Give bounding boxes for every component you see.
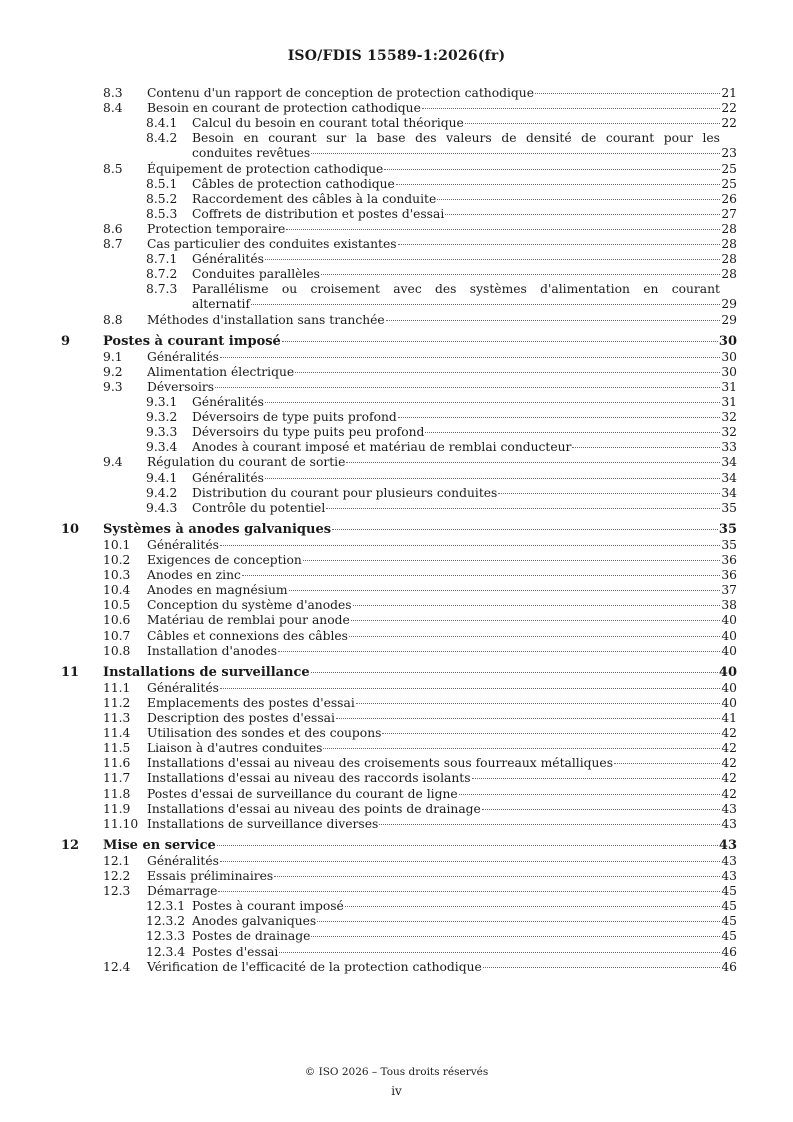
toc-entry-number: 12.4 (103, 959, 131, 974)
toc-entry-page: 40 (721, 613, 737, 628)
toc-entry-page: 45 (721, 914, 737, 929)
toc-entry-title: Anodes en zinc (147, 568, 241, 583)
toc-entry-title: Alimentation électrique (147, 364, 295, 379)
leader-dots (289, 590, 721, 591)
toc-entry-page: 42 (721, 741, 737, 756)
toc-entry[interactable] (103, 237, 737, 252)
toc-entry-title: Exigences de conception (147, 553, 302, 567)
toc-entry-page: 43 (718, 837, 737, 853)
leader-dots (398, 417, 721, 418)
toc-entry-page: 42 (721, 726, 737, 741)
leader-dots (422, 108, 720, 109)
leader-dots (215, 387, 720, 388)
leader-dots (356, 703, 721, 704)
toc-entry-page: 28 (721, 237, 737, 251)
toc-entry[interactable] (103, 86, 737, 101)
toc-entry-page: 43 (721, 853, 737, 868)
toc-entry-page: 35 (721, 500, 737, 515)
toc-entry-title: Généralités (147, 680, 219, 695)
leader-dots (483, 967, 721, 968)
toc-entry[interactable] (146, 395, 737, 410)
toc-entry-title: Contrôle du potentiel (192, 500, 326, 515)
toc-entry[interactable] (146, 425, 737, 440)
toc-entry-page: 34 (721, 485, 737, 500)
leader-dots (220, 357, 720, 358)
leader-dots (265, 259, 720, 260)
toc-entry-number: 11.6 (103, 756, 131, 771)
toc-entry-number: 8.5 (103, 161, 123, 176)
toc-entry-title: Conception du système d'anodes (147, 598, 352, 613)
toc-entry[interactable] (146, 252, 737, 267)
leader-dots (323, 748, 720, 749)
copyright-notice: © ISO 2026 – Tous droits réservés (304, 1066, 489, 1078)
toc-entry-number: 11.3 (103, 711, 131, 725)
toc-entry[interactable] (103, 741, 737, 756)
toc-entry[interactable] (103, 711, 737, 726)
toc-entry-number: 12.3.3 (146, 929, 186, 944)
toc-entry[interactable] (103, 613, 737, 628)
toc-entry-number: 11 (61, 664, 80, 680)
toc-entry[interactable] (146, 929, 737, 944)
leader-dots (265, 478, 720, 479)
toc-entry[interactable] (146, 131, 737, 161)
toc-entry[interactable] (103, 696, 737, 711)
toc-entry-number: 8.5.1 (146, 176, 178, 191)
leader-dots (274, 876, 720, 877)
toc-entry-title: Câbles de protection cathodique (192, 176, 395, 191)
toc-entry-page: 40 (721, 643, 737, 658)
toc-entry-number: 11.1 (103, 680, 131, 695)
toc-entry-title: Généralités (147, 537, 219, 552)
toc-entry[interactable] (103, 629, 737, 644)
toc-entry-page: 37 (721, 583, 737, 598)
toc-entry-page: 34 (721, 455, 737, 470)
toc-entry-number: 11.4 (103, 726, 131, 741)
toc-entry-page: 42 (721, 786, 737, 801)
toc-entry[interactable] (103, 960, 737, 975)
leader-dots (346, 462, 720, 463)
leader-dots (220, 861, 720, 862)
toc-entry-page: 40 (721, 680, 737, 695)
toc-entry-number: 8.7.3 (146, 282, 178, 297)
toc-entry-page: 34 (721, 470, 737, 485)
leader-dots (220, 545, 720, 546)
toc-entry-title: Cas particulier des conduites existantes (147, 237, 397, 251)
toc-entry-title: Conduites parallèles (192, 267, 320, 282)
toc-entry-title: Coffrets de distribution et postes d'essai (192, 206, 445, 221)
toc-entry-title: Liaison à d'autres conduites (147, 741, 323, 756)
toc-entry-number: 8.4.1 (146, 116, 178, 131)
toc-entry[interactable] (103, 681, 737, 696)
toc-entry-page: 45 (721, 929, 737, 944)
leader-dots (282, 341, 718, 342)
toc-entry-title: Description des postes d'essai (147, 711, 335, 725)
toc-entry-title: Vérification de l'efficacité de la protection cathodique (147, 959, 482, 974)
toc-entry-page: 35 (718, 521, 737, 537)
toc-entry-number: 8.3 (103, 86, 123, 100)
toc-entry[interactable] (146, 192, 737, 207)
toc-entry[interactable] (103, 568, 737, 583)
toc-entry[interactable] (61, 839, 737, 854)
toc-entry-page: 35 (721, 537, 737, 552)
leader-dots (326, 508, 720, 509)
toc-entry[interactable] (146, 501, 737, 516)
leader-dots (321, 274, 720, 275)
leader-dots (336, 718, 720, 719)
toc-entry-number: 8.7.1 (146, 252, 178, 267)
toc-entry[interactable] (146, 899, 737, 914)
toc-entry-number: 11.7 (103, 771, 131, 786)
toc-entry-number: 9.1 (103, 349, 123, 364)
toc-entry-title: Régulation du courant de sortie (147, 455, 346, 470)
toc-entry-title: Anodes galvaniques (192, 914, 317, 929)
leader-dots (351, 620, 721, 621)
toc-entry-title: Systèmes à anodes galvaniques (103, 521, 332, 537)
leader-dots (242, 575, 720, 576)
toc-entry-page: 46 (721, 944, 737, 959)
toc-entry-number: 9.3.2 (146, 410, 178, 425)
toc-entry-title: Mise en service (103, 837, 216, 853)
toc-entry-number: 9.4.1 (146, 470, 178, 485)
toc-entry-page: 36 (721, 568, 737, 583)
toc-entry-page: 41 (721, 711, 737, 725)
toc-entry-title: Méthodes d'installation sans tranchée (147, 312, 385, 327)
toc-entry-title: Calcul du besoin en courant total théorique (192, 116, 464, 131)
toc-entry-page: 43 (721, 816, 737, 831)
toc-entry-title: Installations de surveillance diverses (147, 816, 379, 831)
toc-entry[interactable] (103, 869, 737, 884)
toc-entry-title: Généralités (147, 853, 219, 868)
toc-entry[interactable] (146, 471, 737, 486)
leader-dots (349, 636, 720, 637)
leader-dots (311, 936, 720, 937)
toc-entry-number: 8.7.2 (146, 267, 178, 282)
toc-entry-number: 10.7 (103, 628, 131, 643)
toc-entry-number: 11.10 (103, 816, 139, 831)
toc-entry-title: Contenu d'un rapport de conception de protection cathodique (147, 86, 534, 100)
toc-entry[interactable] (103, 884, 737, 899)
toc-entry-title: Raccordement des câbles à la conduite (192, 191, 437, 206)
toc-entry-title: Déversoirs du type puits peu profond (192, 425, 425, 440)
toc-entry-title: Généralités (147, 349, 219, 364)
toc-entry-title: Postes d'essai de surveillance du courant de ligne (147, 786, 458, 801)
leader-dots (437, 199, 720, 200)
toc-entry-number: 9.2 (103, 364, 123, 379)
toc-entry-number: 12 (61, 837, 80, 853)
toc-entry[interactable] (103, 455, 737, 470)
toc-entry-title: Parallélisme ou croisement avec des systèmes d'alimentation en courant (192, 282, 720, 297)
toc-entry-page: 32 (721, 410, 737, 425)
toc-entry-number: 9.4.3 (146, 500, 178, 515)
leader-dots (382, 733, 720, 734)
toc-entry-page: 38 (721, 598, 737, 613)
leader-dots (345, 906, 721, 907)
toc-entry-page: 23 (721, 145, 737, 160)
toc-entry-title: Généralités (192, 470, 264, 485)
toc-entry-page: 42 (721, 756, 737, 771)
leader-dots (286, 229, 720, 230)
page-number: iv (391, 1084, 402, 1098)
leader-dots (465, 123, 721, 124)
toc-entry-number: 10.4 (103, 583, 131, 598)
toc-entry-page: 30 (721, 364, 737, 379)
toc-entry-page: 22 (721, 116, 737, 131)
toc-entry-title: Démarrage (147, 884, 218, 899)
toc-entry-number: 8.8 (103, 312, 123, 327)
toc-entry-title: Distribution du courant pour plusieurs conduites (192, 485, 498, 500)
leader-dots (303, 560, 721, 561)
leader-dots (535, 93, 720, 94)
toc-entry-number: 12.2 (103, 869, 131, 883)
toc-entry[interactable] (103, 365, 737, 380)
toc-entry-page: 40 (721, 695, 737, 710)
toc-entry-title: Câbles et connexions des câbles (147, 628, 348, 643)
toc-entry-number: 9.3.4 (146, 440, 178, 455)
toc-entry-number: 12.3.4 (146, 944, 186, 959)
leader-dots (396, 184, 721, 185)
leader-dots (384, 169, 720, 170)
toc-entry-title: Postes d'essai (192, 944, 279, 959)
toc-entry-page: 21 (721, 86, 737, 100)
toc-entry-number: 8.4.2 (146, 131, 178, 146)
leader-dots (311, 672, 718, 673)
toc-entry[interactable] (103, 538, 737, 553)
toc-entry-title: Généralités (192, 252, 264, 267)
leader-dots (614, 763, 720, 764)
toc-entry[interactable] (103, 802, 737, 817)
toc-entry-page: 30 (718, 333, 737, 349)
toc-entry[interactable] (103, 854, 737, 869)
toc-entry-number: 10.5 (103, 598, 131, 613)
toc-entry-page: 27 (721, 206, 737, 221)
toc-entry-number: 10 (61, 521, 80, 537)
toc-entry[interactable] (103, 726, 737, 741)
toc-entry-page: 26 (721, 191, 737, 206)
toc-entry-page: 46 (721, 959, 737, 974)
toc-entry-title: Installations d'essai au niveau des croisements sous fourreaux métalliques (147, 756, 614, 771)
toc-entry[interactable] (103, 817, 737, 832)
toc-entry-number: 12.3.1 (146, 899, 186, 914)
toc-entry-number: 8.5.3 (146, 206, 178, 221)
leader-dots (220, 688, 720, 689)
leader-dots (218, 891, 720, 892)
leader-dots (459, 794, 721, 795)
toc-entry[interactable] (146, 440, 737, 455)
toc-entry[interactable] (61, 523, 737, 538)
toc-entry[interactable] (103, 350, 737, 365)
toc-entry[interactable] (146, 116, 737, 131)
toc-entry-page: 22 (721, 101, 737, 116)
toc-entry-number: 9.3.1 (146, 395, 178, 409)
toc-entry-number: 12.3.2 (146, 914, 186, 929)
toc-entry-page: 42 (721, 771, 737, 786)
toc-entry-title: Besoin en courant de protection cathodique (147, 101, 421, 116)
toc-entry-title: Postes à courant imposé (103, 333, 281, 349)
toc-entry-title: Généralités (192, 395, 264, 409)
toc-entry[interactable] (103, 644, 737, 659)
leader-dots (445, 214, 720, 215)
leader-dots (311, 153, 720, 154)
leader-dots (572, 447, 720, 448)
toc-entry[interactable] (61, 666, 737, 681)
toc-entry-page: 45 (721, 884, 737, 899)
toc-entry[interactable] (61, 335, 737, 350)
toc-entry-page: 28 (721, 221, 737, 236)
leader-dots (386, 320, 721, 321)
toc-entry-page: 29 (721, 312, 737, 327)
toc-entry[interactable] (103, 771, 737, 786)
toc-entry-page: 33 (721, 440, 737, 455)
toc-entry-number: 9 (61, 333, 71, 349)
toc-entry-title: Protection temporaire (147, 221, 286, 236)
toc-entry-title: Installations de surveillance (103, 664, 310, 680)
document-header: ISO/FDIS 15589-1:2026(fr) (287, 48, 506, 64)
toc-entry-page: 43 (721, 801, 737, 816)
leader-dots (425, 432, 720, 433)
toc-entry-title: Utilisation des sondes et des coupons (147, 726, 382, 741)
toc-entry-page: 25 (721, 161, 737, 176)
toc-entry-title: Équipement de protection cathodique (147, 161, 384, 176)
leader-dots (472, 778, 721, 779)
toc-entry[interactable] (103, 380, 737, 395)
toc-entry[interactable] (146, 282, 737, 312)
leader-dots (498, 493, 720, 494)
toc-entry[interactable] (146, 177, 737, 192)
toc-entry[interactable] (103, 313, 737, 328)
toc-entry[interactable] (103, 162, 737, 177)
toc-entry-number: 11.9 (103, 801, 131, 816)
leader-dots (217, 845, 718, 846)
toc-entry-title: Besoin en courant sur la base des valeurs de densité de courant pour les (192, 131, 720, 146)
toc-entry-number: 10.2 (103, 553, 131, 567)
toc-entry-title: Matériau de remblai pour anode (147, 613, 350, 628)
toc-entry-page: 30 (721, 349, 737, 364)
toc-entry[interactable] (146, 945, 737, 960)
leader-dots (279, 952, 720, 953)
toc-entry-number: 8.4 (103, 101, 123, 116)
toc-entry-page: 31 (721, 379, 737, 394)
toc-entry-number: 9.3 (103, 379, 123, 394)
toc-entry-title: Postes de drainage (192, 929, 311, 944)
toc-entry[interactable] (103, 101, 737, 116)
leader-dots (278, 651, 720, 652)
toc-entry-page: 28 (721, 252, 737, 267)
toc-entry-title: Installations d'essai au niveau des raccords isolants (147, 771, 471, 786)
leader-dots (265, 402, 720, 403)
leader-dots (317, 921, 720, 922)
toc-entry-title: Installation d'anodes (147, 643, 278, 658)
toc-entry-page: 31 (721, 395, 737, 409)
leader-dots (295, 372, 720, 373)
toc-entry-title: Déversoirs de type puits profond (192, 410, 397, 425)
toc-entry[interactable] (146, 914, 737, 929)
toc-entry-number: 10.6 (103, 613, 131, 628)
leader-dots (398, 244, 721, 245)
leader-dots (379, 824, 720, 825)
toc-entry[interactable] (103, 583, 737, 598)
toc-entry-page: 28 (721, 267, 737, 282)
toc-entry[interactable] (103, 756, 737, 771)
leader-dots (353, 605, 721, 606)
toc-entry-number: 10.1 (103, 537, 131, 552)
toc-entry[interactable] (103, 787, 737, 802)
toc-entry-number: 8.6 (103, 221, 123, 236)
toc-entry-number: 8.7 (103, 237, 123, 251)
toc-entry-title: Anodes en magnésium (147, 583, 288, 598)
toc-entry-title: Essais préliminaires (147, 869, 274, 883)
toc-entry-page: 40 (718, 664, 737, 680)
toc-entry[interactable] (146, 486, 737, 501)
toc-entry[interactable] (146, 207, 737, 222)
leader-dots (251, 304, 720, 305)
toc-entry-page: 40 (721, 628, 737, 643)
toc-entry[interactable] (103, 553, 737, 568)
toc-entry-number: 10.3 (103, 568, 131, 583)
toc-entry-number: 11.5 (103, 741, 131, 756)
toc-entry-number: 9.3.3 (146, 425, 178, 440)
toc-entry-page: 43 (721, 869, 737, 883)
toc-entry-title: Postes à courant imposé (192, 899, 344, 914)
toc-entry-number: 10.8 (103, 643, 131, 658)
toc-entry-number: 11.8 (103, 786, 131, 801)
leader-dots (332, 529, 718, 530)
leader-dots (482, 809, 721, 810)
toc-entry[interactable] (103, 222, 737, 237)
toc-entry-title: Emplacements des postes d'essai (147, 695, 355, 710)
toc-entry-title-continued: alternatif (192, 296, 251, 311)
toc-entry-page: 25 (721, 176, 737, 191)
toc-entry-number: 9.4 (103, 455, 123, 470)
toc-entry-title: Installations d'essai au niveau des points de drainage (147, 801, 481, 816)
toc-entry-title-continued: conduites revêtues (192, 145, 311, 160)
toc-entry-number: 11.2 (103, 695, 131, 710)
toc-entry-number: 8.5.2 (146, 191, 178, 206)
toc-entry-title: Déversoirs (147, 379, 215, 394)
toc-entry-page: 45 (721, 899, 737, 914)
toc-entry-number: 12.1 (103, 853, 131, 868)
toc-entry-number: 9.4.2 (146, 485, 178, 500)
toc-entry-page: 36 (721, 553, 737, 567)
toc-entry-title: Anodes à courant imposé et matériau de remblai conducteur (192, 440, 572, 455)
toc-entry[interactable] (146, 410, 737, 425)
toc-entry-number: 12.3 (103, 884, 131, 899)
toc-entry[interactable] (146, 267, 737, 282)
toc-entry[interactable] (103, 598, 737, 613)
toc-entry-page: 32 (721, 425, 737, 440)
toc-entry-page: 29 (721, 296, 737, 311)
